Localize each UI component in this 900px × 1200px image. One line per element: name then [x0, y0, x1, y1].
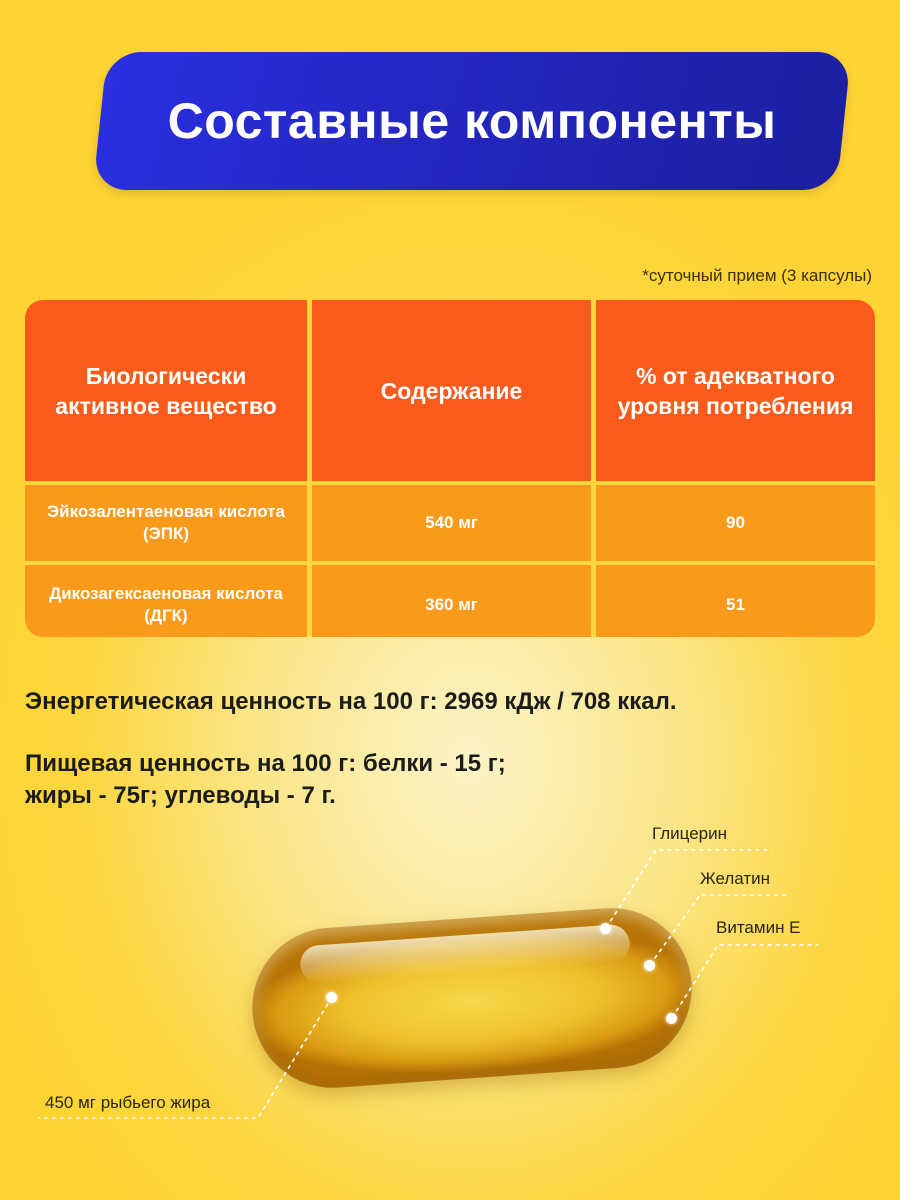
label-vitamin-e: Витамин Е — [716, 918, 801, 937]
table-cell-content: 360 мг — [307, 565, 591, 637]
table-cell-percent: 90 — [591, 485, 875, 561]
callout-dot-gelatin — [644, 960, 655, 971]
table-cell-percent: 51 — [591, 565, 875, 637]
page-title: Составные компоненты — [167, 93, 777, 149]
table-cell-substance: Дикозагексаеновая кислота (ДГК) — [25, 565, 307, 637]
callout-line-vitamin-e — [672, 945, 818, 1018]
callout-line-glycerin — [606, 850, 772, 928]
table-header-content: Содержание — [307, 300, 591, 481]
callout-dot-glycerin — [600, 923, 611, 934]
energy-value-text: Энергетическая ценность на 100 г: 2969 кДж / 708 ккал. — [25, 688, 677, 715]
callout-dot-vitamin-e — [666, 1013, 677, 1024]
nutrition-value-line1: Пищевая ценность на 100 г: белки - 15 г; — [25, 750, 506, 777]
label-fish-oil: 450 мг рыбьего жира — [45, 1093, 211, 1112]
table-cell-content: 540 мг — [307, 485, 591, 561]
table-header-percent: % от адекватного уровня потребления — [591, 300, 875, 481]
table-cell-substance: Эйкозалентаеновая кислота (ЭПК) — [25, 485, 307, 561]
label-glycerin: Глицерин — [652, 824, 728, 843]
label-gelatin: Желатин — [700, 869, 771, 888]
callout-dot-fish-oil — [326, 992, 337, 1003]
daily-intake-note: *суточный прием (3 капсулы) — [642, 266, 872, 285]
nutrition-value-line2: жиры - 75г; углеводы - 7 г. — [25, 782, 336, 809]
table-header-substance: Биологически активное вещество — [25, 300, 307, 481]
